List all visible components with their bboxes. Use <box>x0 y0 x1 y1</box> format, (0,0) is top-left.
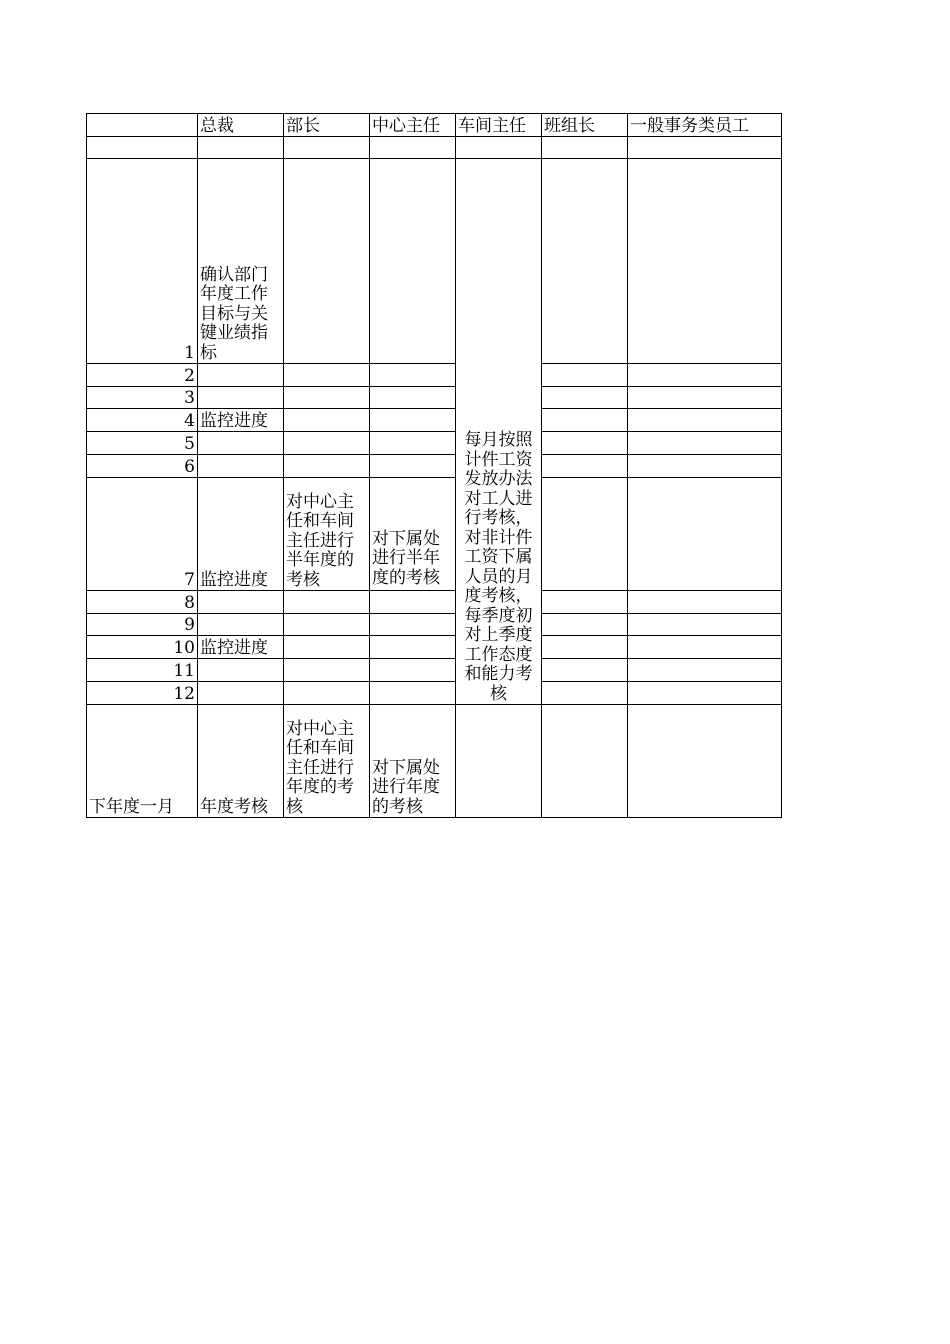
table-row <box>87 159 782 364</box>
president-cell[interactable] <box>198 387 284 409</box>
header-general-staff[interactable]: 一般事务类员工 <box>628 114 782 137</box>
table-row <box>87 659 782 682</box>
minister-cell[interactable] <box>284 636 370 659</box>
general-staff-cell[interactable] <box>628 591 782 614</box>
minister-cell[interactable] <box>284 659 370 682</box>
month-cell[interactable]: 12 <box>87 682 198 705</box>
president-cell[interactable] <box>198 614 284 636</box>
center-director-cell[interactable] <box>370 432 456 455</box>
blank-row <box>87 137 782 159</box>
header-center-director[interactable]: 中心主任 <box>370 114 456 137</box>
cell[interactable] <box>628 137 782 159</box>
minister-cell[interactable] <box>284 614 370 636</box>
minister-cell[interactable] <box>284 455 370 478</box>
team-leader-cell[interactable] <box>542 636 628 659</box>
team-leader-cell[interactable] <box>542 682 628 705</box>
minister-cell[interactable] <box>284 159 370 364</box>
center-director-cell[interactable]: 对下属处进行半年度的考核 <box>370 478 456 591</box>
header-president[interactable]: 总裁 <box>198 114 284 137</box>
general-staff-cell[interactable] <box>628 659 782 682</box>
president-cell[interactable]: 监控进度 <box>198 636 284 659</box>
table-row-final <box>87 705 782 818</box>
center-director-cell[interactable] <box>370 387 456 409</box>
president-cell[interactable]: 监控进度 <box>198 409 284 432</box>
center-director-cell[interactable] <box>370 409 456 432</box>
month-cell[interactable]: 2 <box>87 364 198 387</box>
month-cell[interactable]: 下年度一月 <box>87 705 198 818</box>
president-cell[interactable] <box>198 682 284 705</box>
general-staff-cell[interactable] <box>628 636 782 659</box>
team-leader-cell[interactable] <box>542 364 628 387</box>
cell[interactable] <box>284 137 370 159</box>
general-staff-cell[interactable] <box>628 705 782 818</box>
minister-cell[interactable] <box>284 409 370 432</box>
general-staff-cell[interactable] <box>628 159 782 364</box>
general-staff-cell[interactable] <box>628 614 782 636</box>
table-row <box>87 636 782 659</box>
general-staff-cell[interactable] <box>628 409 782 432</box>
center-director-cell[interactable] <box>370 636 456 659</box>
month-cell[interactable]: 3 <box>87 387 198 409</box>
month-cell[interactable]: 9 <box>87 614 198 636</box>
month-cell[interactable]: 5 <box>87 432 198 455</box>
minister-cell[interactable] <box>284 591 370 614</box>
president-cell[interactable] <box>198 364 284 387</box>
minister-cell[interactable] <box>284 387 370 409</box>
center-director-cell[interactable] <box>370 159 456 364</box>
general-staff-cell[interactable] <box>628 364 782 387</box>
month-cell[interactable]: 11 <box>87 659 198 682</box>
table-row <box>87 387 782 409</box>
team-leader-cell[interactable] <box>542 705 628 818</box>
table-row <box>87 614 782 636</box>
month-cell[interactable]: 4 <box>87 409 198 432</box>
general-staff-cell[interactable] <box>628 432 782 455</box>
table-row <box>87 409 782 432</box>
table-row <box>87 455 782 478</box>
general-staff-cell[interactable] <box>628 387 782 409</box>
month-cell[interactable]: 8 <box>87 591 198 614</box>
president-cell[interactable]: 监控进度 <box>198 478 284 591</box>
president-cell[interactable] <box>198 659 284 682</box>
center-director-cell[interactable] <box>370 614 456 636</box>
table-row <box>87 478 782 591</box>
team-leader-cell[interactable] <box>542 387 628 409</box>
team-leader-cell[interactable] <box>542 455 628 478</box>
minister-cell[interactable] <box>284 432 370 455</box>
general-staff-cell[interactable] <box>628 478 782 591</box>
month-cell[interactable]: 7 <box>87 478 198 591</box>
cell[interactable] <box>542 137 628 159</box>
table-row <box>87 364 782 387</box>
header-minister[interactable]: 部长 <box>284 114 370 137</box>
center-director-cell[interactable] <box>370 659 456 682</box>
team-leader-cell[interactable] <box>542 432 628 455</box>
workshop-director-merged-cell[interactable]: 每月按照计件工资发放办法对工人进行考核，对非计件工资下属人员的月度考核，每季度初对上季度工作态度和能力考核 <box>456 159 542 705</box>
team-leader-cell[interactable] <box>542 614 628 636</box>
cell[interactable] <box>456 137 542 159</box>
appraisal-schedule-table <box>86 113 782 818</box>
table-row <box>87 432 782 455</box>
table-row <box>87 682 782 705</box>
team-leader-cell[interactable] <box>542 659 628 682</box>
center-director-cell[interactable] <box>370 591 456 614</box>
month-cell[interactable]: 6 <box>87 455 198 478</box>
center-director-cell[interactable] <box>370 682 456 705</box>
team-leader-cell[interactable] <box>542 478 628 591</box>
center-director-cell[interactable]: 对下属处进行年度的考核 <box>370 705 456 818</box>
team-leader-cell[interactable] <box>542 159 628 364</box>
header-month[interactable] <box>87 114 198 137</box>
president-cell[interactable] <box>198 455 284 478</box>
workshop-director-cell[interactable] <box>456 705 542 818</box>
team-leader-cell[interactable] <box>542 409 628 432</box>
cell[interactable] <box>87 137 198 159</box>
table-row <box>87 591 782 614</box>
center-director-cell[interactable] <box>370 455 456 478</box>
center-director-cell[interactable] <box>370 364 456 387</box>
president-cell[interactable] <box>198 591 284 614</box>
president-cell[interactable]: 确认部门年度工作目标与关键业绩指标 <box>198 159 284 364</box>
header-workshop-director[interactable]: 车间主任 <box>456 114 542 137</box>
cell[interactable] <box>198 137 284 159</box>
general-staff-cell[interactable] <box>628 455 782 478</box>
month-cell[interactable]: 1 <box>87 159 198 364</box>
president-cell[interactable] <box>198 432 284 455</box>
minister-cell[interactable] <box>284 364 370 387</box>
minister-cell[interactable]: 对中心主任和车间主任进行年度的考核 <box>284 705 370 818</box>
month-cell[interactable]: 10 <box>87 636 198 659</box>
general-staff-cell[interactable] <box>628 682 782 705</box>
cell[interactable] <box>370 137 456 159</box>
header-row <box>87 114 782 137</box>
minister-cell[interactable]: 对中心主任和车间主任进行半年度的考核 <box>284 478 370 591</box>
minister-cell[interactable] <box>284 682 370 705</box>
team-leader-cell[interactable] <box>542 591 628 614</box>
header-team-leader[interactable]: 班组长 <box>542 114 628 137</box>
president-cell[interactable]: 年度考核 <box>198 705 284 818</box>
